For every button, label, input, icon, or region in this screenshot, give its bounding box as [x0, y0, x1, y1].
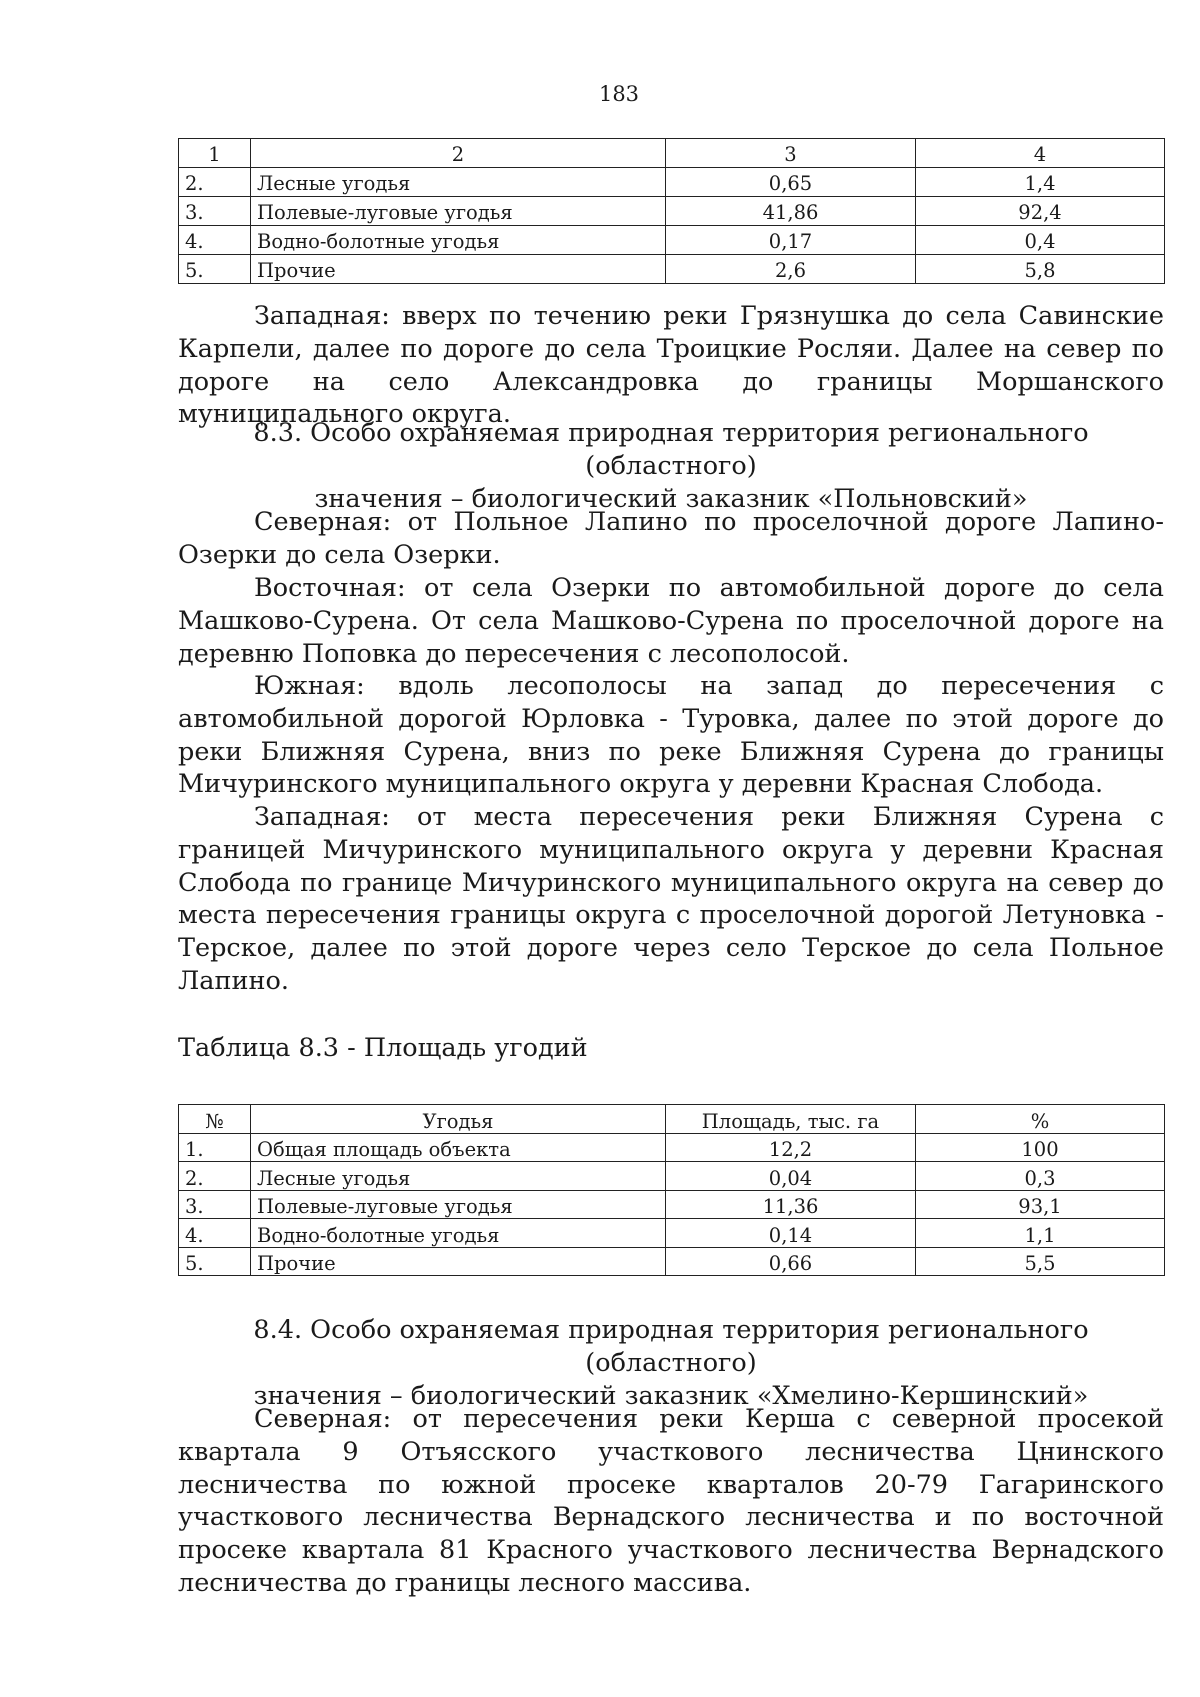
- row-number: 3.: [179, 1190, 251, 1219]
- table-header-cell: Площадь, тыс. га: [666, 1105, 916, 1134]
- area-value: 0,66: [666, 1247, 916, 1276]
- paragraph-northern-boundary: Северная: от Польное Лапино по проселочной дороге Лапино-Озерки до села Озерки.: [178, 507, 1164, 570]
- land-type: Водно-болотные угодья: [251, 1219, 666, 1248]
- row-number: 3.: [179, 197, 251, 226]
- percent-value: 1,4: [916, 168, 1165, 197]
- land-type: Полевые-луговые угодья: [251, 197, 666, 226]
- table-row: [179, 1190, 1165, 1219]
- land-type: Общая площадь объекта: [251, 1133, 666, 1162]
- table-header-cell: %: [916, 1105, 1165, 1134]
- table-header-cell: Угодья: [251, 1105, 666, 1134]
- land-area-table-continued: [178, 138, 1165, 284]
- percent-value: 1,1: [916, 1219, 1165, 1248]
- heading-line: значения – биологический заказник «Хмелино-Кершинский»: [253, 1380, 1089, 1411]
- percent-value: 92,4: [916, 197, 1165, 226]
- land-type: Прочие: [251, 255, 666, 284]
- table-header-row: [179, 139, 1165, 168]
- row-number: 2.: [179, 168, 251, 197]
- area-value: 0,65: [666, 168, 916, 197]
- heading-line: значения – биологический заказник «Польновский»: [314, 483, 1028, 514]
- table-row: [179, 1219, 1165, 1248]
- table-row: [179, 226, 1165, 255]
- table-row: [179, 168, 1165, 197]
- land-type: Водно-болотные угодья: [251, 226, 666, 255]
- land-type: Лесные угодья: [251, 1162, 666, 1191]
- land-type: Полевые-луговые угодья: [251, 1190, 666, 1219]
- area-value: 11,36: [666, 1190, 916, 1219]
- section-8-3-heading: [178, 417, 1164, 515]
- paragraph-western-boundary: Западная: вверх по течению реки Грязнушка до села Савинские Карпели, далее по дороге до села Троицкие Росляи. Далее на север по дороге на село Александровка до границы Моршанского муниципального округа.: [178, 301, 1164, 430]
- row-number: 4.: [179, 226, 251, 255]
- paragraph-southern-boundary: Южная: вдоль лесополосы на запад до пересечения с автомобильной дорогой Юрловка - Туровка, далее по этой дороге до реки Ближняя Сурена, вниз по реке Ближняя Сурена до границы Мичуринского муниципального округа у деревни Красная Слобода.: [178, 671, 1164, 800]
- table-header-cell: 1: [179, 139, 251, 168]
- table-header-cell: 2: [251, 139, 666, 168]
- table-row: [179, 197, 1165, 226]
- paragraph-eastern-boundary: Восточная: от села Озерки по автомобильной дороге до села Машково-Сурена. От села Машково-Сурена по проселочной дороге на деревню Поповка до пересечения с лесополосой.: [178, 573, 1164, 669]
- area-value: 12,2: [666, 1133, 916, 1162]
- area-value: 2,6: [666, 255, 916, 284]
- area-value: 0,17: [666, 226, 916, 255]
- paragraph-western-boundary: Западная: от места пересечения реки Ближняя Сурена с границей Мичуринского муниципального округа у деревни Красная Слобода по границе Мичуринского муниципального округа на север до места пересечения границы округа с проселочной дорогой Летуновка - Терское, далее по этой дороге через село Терское до села Польное Лапино.: [178, 802, 1164, 996]
- table-header-row: [179, 1105, 1165, 1134]
- percent-value: 0,3: [916, 1162, 1165, 1191]
- table-header-cell: 4: [916, 139, 1165, 168]
- area-value: 0,14: [666, 1219, 916, 1248]
- table-row: [179, 1247, 1165, 1276]
- table-caption: Таблица 8.3 - Площадь угодий: [178, 1033, 588, 1063]
- table-row: [179, 255, 1165, 284]
- row-number: 2.: [179, 1162, 251, 1191]
- table-row: [179, 1162, 1165, 1191]
- percent-value: 0,4: [916, 226, 1165, 255]
- row-number: 5.: [179, 255, 251, 284]
- land-area-table: [178, 1104, 1165, 1276]
- percent-value: 100: [916, 1133, 1165, 1162]
- row-number: 5.: [179, 1247, 251, 1276]
- heading-line: 8.3. Особо охраняемая природная территория регионального (областного): [253, 418, 1089, 481]
- paragraph-northern-boundary: Северная: от пересечения реки Керша с северной просекой квартала 9 Отъясского участкового лесничества Цнинского лесничества по южной просеке кварталов 20-79 Гагаринского участкового лесничества Вернадского лесничества и по восточной просеке квартала 81 Красного участкового лесничества Вернадского лесничества до границы лесного массива.: [178, 1404, 1164, 1598]
- land-type: Лесные угодья: [251, 168, 666, 197]
- area-value: 0,04: [666, 1162, 916, 1191]
- table-header-cell: 3: [666, 139, 916, 168]
- page-number: 183: [598, 82, 640, 106]
- land-type: Прочие: [251, 1247, 666, 1276]
- percent-value: 93,1: [916, 1190, 1165, 1219]
- heading-line: 8.4. Особо охраняемая природная территория регионального (областного): [253, 1315, 1089, 1378]
- row-number: 1.: [179, 1133, 251, 1162]
- table-header-cell: №: [179, 1105, 251, 1134]
- area-value: 41,86: [666, 197, 916, 226]
- percent-value: 5,5: [916, 1247, 1165, 1276]
- section-8-4-heading: [178, 1314, 1164, 1412]
- row-number: 4.: [179, 1219, 251, 1248]
- table-row: [179, 1133, 1165, 1162]
- percent-value: 5,8: [916, 255, 1165, 284]
